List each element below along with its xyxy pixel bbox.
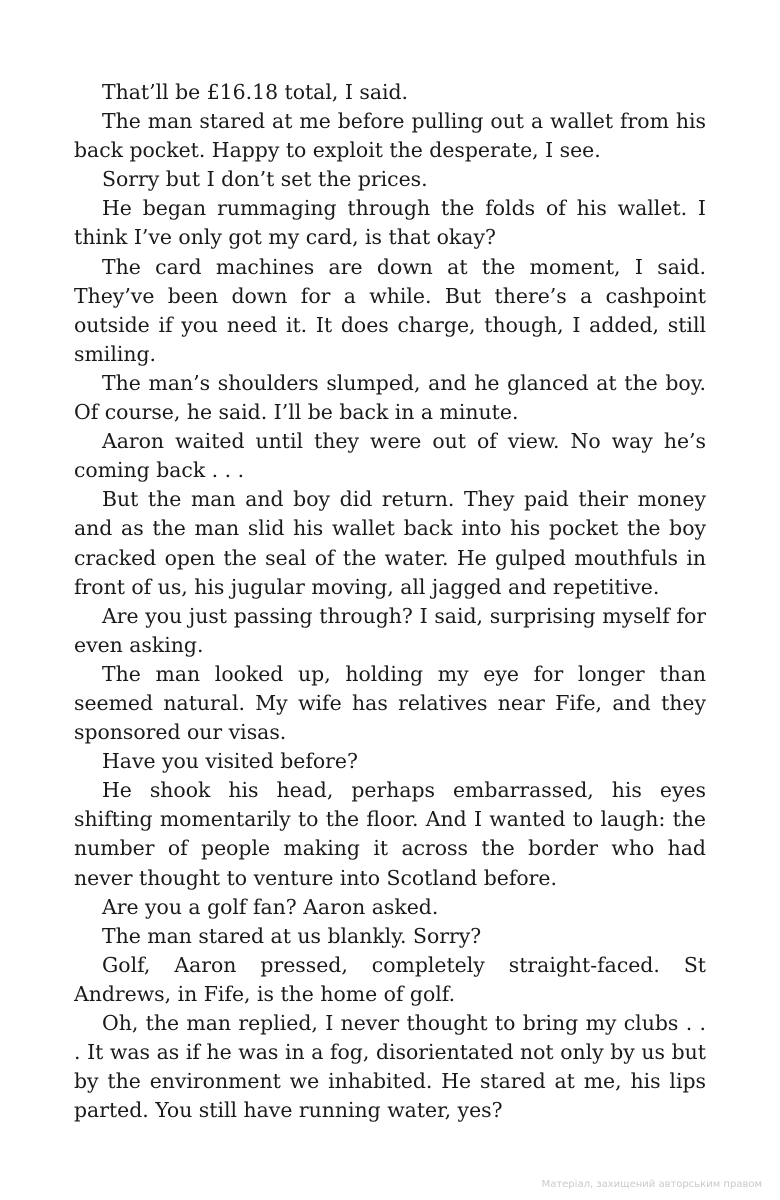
- paragraph-12: He shook his head, perhaps embarrassed, his eyes shifting momentarily to the floor. And I wanted to laugh: the number of people making it across the border who had never thought to venture into Scotland before.: [74, 778, 706, 890]
- paragraph-13: Are you a golf fan? Aaron asked.: [102, 894, 439, 919]
- paragraph-6: The man’s shoulders slumped, and he glanced at the boy. Of course, he said. I’ll be back in a minute.: [74, 370, 706, 425]
- copyright-watermark: Матеріал, захищений авторським правом: [541, 1179, 762, 1190]
- paragraph-5: The card machines are down at the moment, I said. They’ve been down for a while. But there’s a cashpoint outside if you need it. It does charge, though, I added, still smiling.: [74, 254, 706, 366]
- paragraph-15: Golf, Aaron pressed, completely straight-faced. St Andrews, in Fife, is the home of golf.: [74, 952, 706, 1006]
- paragraph-7: Aaron waited until they were out of view. No way he’s coming back . . .: [74, 429, 706, 483]
- paragraph-10: The man looked up, holding my eye for longer than seemed natural. My wife has relatives near Fife, and they sponsored our visas.: [74, 661, 706, 745]
- paragraph-1: That’ll be £16.18 total, I said.: [102, 80, 409, 104]
- paragraph-11: Have you visited before?: [102, 749, 358, 774]
- paragraph-8: But the man and boy did return. They paid their money and as the man slid his wallet back into his pocket the boy cracked open the seal of the water. He gulped mouthfuls in front of us, his jugular moving, all jagged and repetitive.: [74, 487, 706, 599]
- paragraph-4: He began rummaging through the folds of his wallet. I think I’ve only got my card, is that okay?: [74, 196, 706, 250]
- paragraph-14: The man stared at us blankly. Sorry?: [102, 923, 482, 948]
- book-page-text: [74, 78, 706, 1125]
- paragraph-16: Oh, the man replied, I never thought to bring my clubs . . . It was as if he was in a fog, disorientated not only by us but by the environment we inhabited. He stared at me, his lips parted. You still have running water, yes?: [74, 1011, 706, 1123]
- paragraph-2: The man stared at me before pulling out a wallet from his back pocket. Happy to exploit the desperate, I see.: [74, 109, 706, 163]
- paragraph-9: Are you just passing through? I said, surprising myself for even asking.: [74, 603, 706, 657]
- paragraph-3: Sorry but I don’t set the prices.: [102, 167, 428, 192]
